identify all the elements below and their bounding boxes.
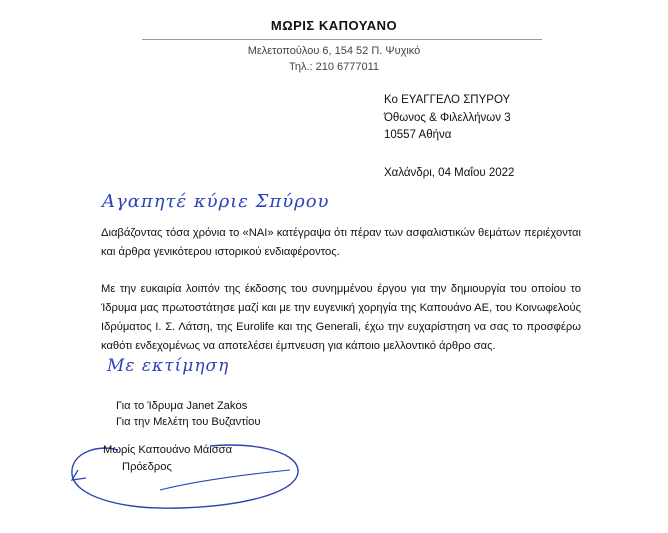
letterhead-divider bbox=[142, 39, 542, 40]
letter-date: Χαλάνδρι, 04 Μαΐου 2022 bbox=[384, 167, 515, 179]
recipient-street: Όθωνος & Φιλελλήνων 3 bbox=[384, 112, 511, 124]
signatory-title: Πρόεδρος bbox=[122, 461, 172, 473]
letterhead-name: ΜΩΡΙΣ ΚΑΠΟΥΑΝΟ bbox=[270, 18, 398, 33]
letterhead-address: Μελετοπούλου 6, 154 52 Π. Ψυχικό bbox=[247, 45, 421, 57]
body-paragraph-2: Με την ευκαιρία λοιπόν της έκδοσης του συνημμένου έργου για την δημιουργία του οποίου το Ίδρυμα μας πρωτοστάτησε μαζί και με την ευγενική χορηγία της Καπουάνο ΑΕ, του Κοινωφελούς Ιδρύματος Ι. Σ. Λάτση, της Eurolife και της Generali, έχω την ευχαρίστηση να σας το προσφέρω καθότι ενδεχομένως να αποτελέσει έμπνευση για κάποιο μελλοντικό άρθρο σας. bbox=[101, 283, 581, 352]
letterhead-phone: Τηλ.: 210 6777011 bbox=[288, 61, 380, 73]
recipient-city: 10557 Αθήνα bbox=[384, 129, 452, 141]
recipient-name: Κο ΕΥΑΓΓΕΛΟ ΣΠΥΡΟΥ bbox=[384, 94, 511, 106]
handwritten-greeting: Αγαπητέ κύριε Σπύρου bbox=[102, 191, 330, 212]
body-paragraph-1: Διαβάζοντας τόσα χρόνια το «ΝΑΙ» κατέγραψα ότι πέραν των ασφαλιστικών θεμάτων περιέχονται και άρθρα γενικότερου ιστορικού ενδιαφέροντος. bbox=[101, 227, 581, 258]
signatory-name: Μωρίς Καπουάνο Μάισσα bbox=[103, 444, 233, 456]
handwritten-closing: Με εκτίμηση bbox=[107, 356, 230, 376]
signature-org-line-2: Για την Μελέτη του Βυζαντίου bbox=[116, 416, 261, 428]
signature-org-line-1: Για το Ίδρυμα Janet Zakos bbox=[116, 400, 248, 412]
